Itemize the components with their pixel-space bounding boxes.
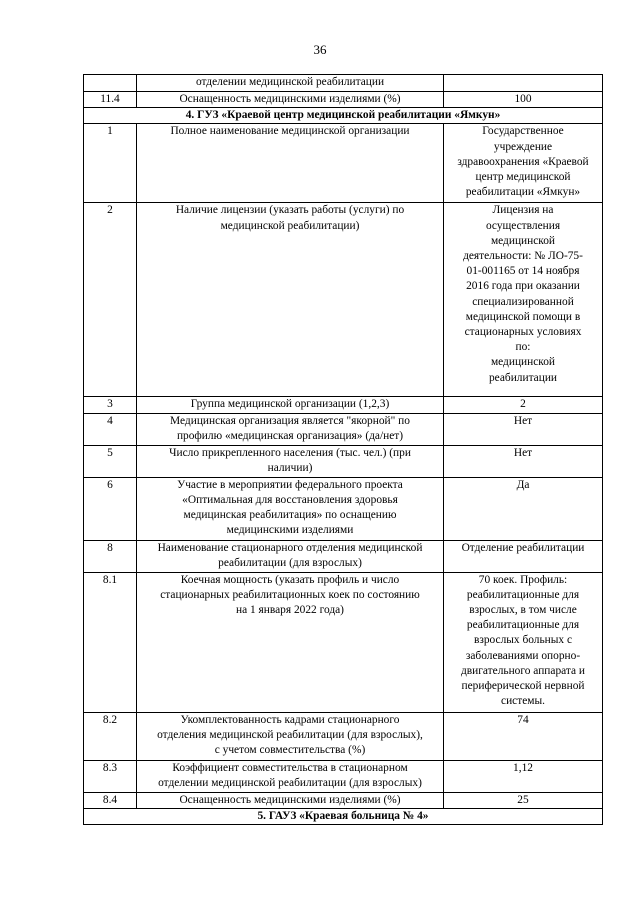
row-value: 1,12 (444, 760, 603, 792)
table-row (84, 413, 603, 445)
table-row (84, 760, 603, 792)
row-number: 2 (84, 203, 137, 397)
section-4-title: 4. ГУЗ «Краевой центр медицинской реабилитации «Ямкун» (84, 108, 603, 124)
row-parameter: Участие в мероприятии федерального проекта «Оптимальная для восстановления здоровья медицинская реабилитация» по оснащению медицинскими изделиями (137, 477, 444, 540)
row-value: Нет (444, 445, 603, 477)
section-5-title: 5. ГАУЗ «Краевая больница № 4» (84, 808, 603, 824)
row-parameter: Укомплектованность кадрами стационарного отделения медицинской реабилитации (для взрослых), с учетом совместительства (%) (137, 712, 444, 760)
row-parameter: Наименование стационарного отделения медицинской реабилитации (для взрослых) (137, 540, 444, 572)
row-value: Лицензия на осуществления медицинской деятельности: № ЛО-75- 01-001165 от 14 ноября 2016 года при оказании специализированной медицинской помощи в стационарных условиях по: медицинской реабилитации (444, 203, 603, 397)
row-number: 11.4 (84, 92, 137, 108)
row-parameter: Коечная мощность (указать профиль и число стационарных реабилитационных коек по состоянию на 1 января 2022 года) (137, 572, 444, 712)
table-row (84, 445, 603, 477)
row-number: 1 (84, 124, 137, 203)
row-number: 6 (84, 477, 137, 540)
row-number: 8.1 (84, 572, 137, 712)
table-row (84, 572, 603, 712)
row-parameter: Число прикрепленного населения (тыс. чел.) (при наличии) (137, 445, 444, 477)
section-heading-row (84, 808, 603, 824)
table-row (84, 75, 603, 92)
row-number: 4 (84, 413, 137, 445)
row-parameter: Наличие лицензии (указать работы (услуги) по медицинской реабилитации) (137, 203, 444, 397)
table-row (84, 397, 603, 413)
row-value: 2 (444, 397, 603, 413)
table-row (84, 712, 603, 760)
row-number: 8.3 (84, 760, 137, 792)
row-parameter: Оснащенность медицинскими изделиями (%) (137, 92, 444, 108)
row-value: Да (444, 477, 603, 540)
row-parameter: Коэффициент совместительства в стационарном отделении медицинской реабилитации (для взрослых) (137, 760, 444, 792)
row-parameter: отделении медицинской реабилитации (137, 75, 444, 92)
row-value (444, 75, 603, 92)
row-value: Отделение реабилитации (444, 540, 603, 572)
row-number: 8.4 (84, 792, 137, 808)
table-row (84, 203, 603, 397)
row-value: 74 (444, 712, 603, 760)
row-value: Государственное учреждение здравоохранения «Краевой центр медицинской реабилитации «Ямкун» (444, 124, 603, 203)
row-value: Нет (444, 413, 603, 445)
row-parameter: Группа медицинской организации (1,2,3) (137, 397, 444, 413)
row-value: 70 коек. Профиль: реабилитационные для взрослых, в том числе реабилитационные для взрослых больных с заболеваниями опорно- двигательного аппарата и периферической нервной системы. (444, 572, 603, 712)
row-value: 25 (444, 792, 603, 808)
page-number: 36 (313, 42, 327, 57)
row-parameter: Полное наименование медицинской организации (137, 124, 444, 203)
table-row (84, 92, 603, 108)
row-number: 3 (84, 397, 137, 413)
row-parameter: Оснащенность медицинскими изделиями (%) (137, 792, 444, 808)
row-number: 8.2 (84, 712, 137, 760)
table-row (84, 124, 603, 203)
row-value: 100 (444, 92, 603, 108)
table-row (84, 477, 603, 540)
row-number: 8 (84, 540, 137, 572)
table-row (84, 792, 603, 808)
rehabilitation-table (83, 74, 603, 825)
row-parameter: Медицинская организация является "якорной" по профилю «медицинская организация» (да/нет) (137, 413, 444, 445)
row-number: 5 (84, 445, 137, 477)
section-heading-row (84, 108, 603, 124)
table-row (84, 540, 603, 572)
row-number (84, 75, 137, 92)
